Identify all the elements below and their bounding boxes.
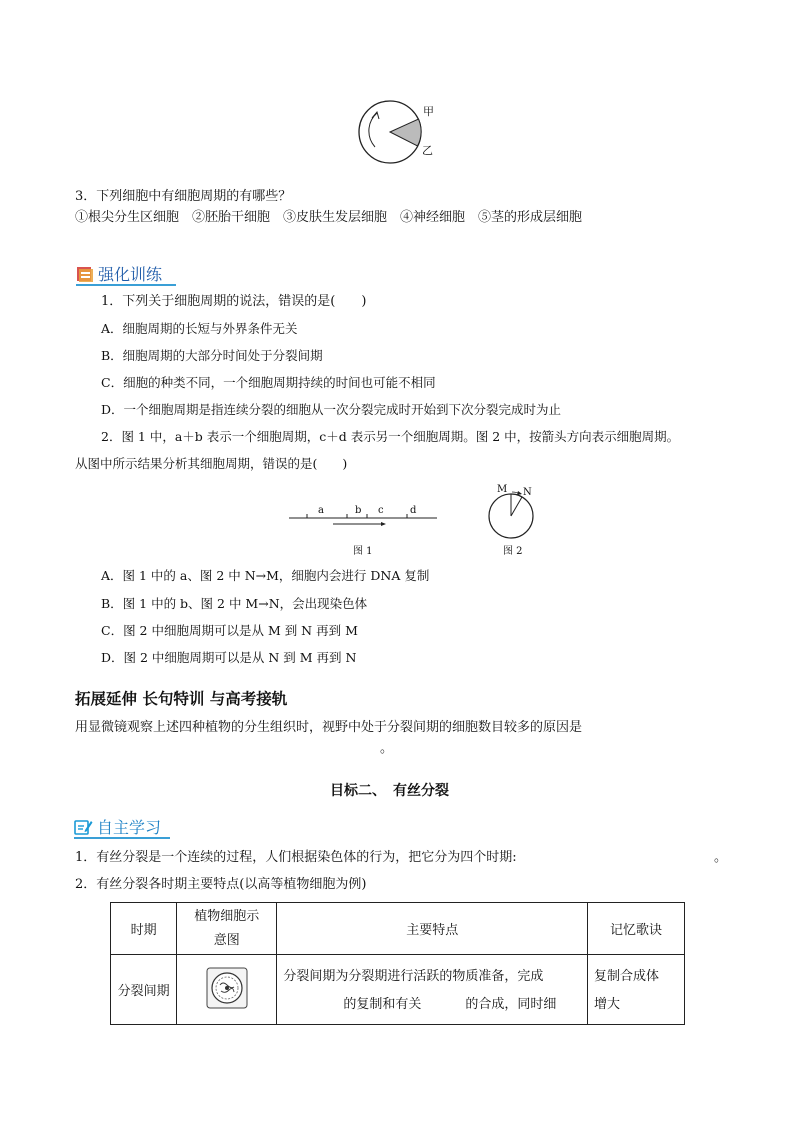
- row1-feature-line2b: 的合成，同时细: [465, 997, 557, 1012]
- label-yi: 乙: [422, 144, 433, 157]
- fig2-label-n: N: [523, 487, 532, 498]
- fig1-caption: 图 1: [353, 546, 373, 557]
- self-study-q2: 2．有丝分裂各时期主要特点(以高等植物细胞为例): [75, 877, 367, 892]
- training-q1-option-c: C．细胞的种类不同，一个细胞周期持续的时间也可能不相同: [101, 375, 436, 390]
- header-diagram: [177, 903, 277, 955]
- header-phase: 时期: [111, 903, 177, 955]
- training-banner-underline: [76, 284, 176, 286]
- training-banner: [76, 262, 162, 285]
- training-q1-option-b: B．细胞周期的大部分时间处于分裂间期: [101, 348, 323, 363]
- row1-mnemonic-line2: 增大: [594, 997, 621, 1012]
- fig1-label-a: a: [318, 505, 324, 516]
- header-features: 主要特点: [277, 903, 588, 955]
- training-q1-option-a: A．细胞周期的长短与外界条件无关: [101, 321, 298, 336]
- training-q2-option-d: D．图 2 中细胞周期可以是从 N 到 M 再到 N: [101, 650, 357, 665]
- table-header-row: [111, 903, 685, 955]
- mitosis-phase-table: [110, 902, 685, 1025]
- row1-mnemonic: [588, 955, 685, 1025]
- row1-mnemonic-line1: 复制合成体: [594, 969, 660, 984]
- training-q2-option-b: B．图 1 中的 b、图 2 中 M→N，会出现染色体: [101, 596, 368, 611]
- figure1-line-diagram: [285, 500, 445, 530]
- training-q1-stem: 1．下列关于细胞周期的说法，错误的是( ): [101, 294, 367, 309]
- self-study-q1: 1．有丝分裂是一个连续的过程，人们根据染色体的行为，把它分为四个时期:: [75, 850, 517, 865]
- goal2-title: 目标二、 有丝分裂: [330, 783, 449, 799]
- self-study-q1-end: 。: [714, 850, 728, 865]
- label-jia: 甲: [423, 105, 434, 118]
- training-q2-option-a: A．图 1 中的 a、图 2 中 N→M，细胞内会进行 DNA 复制: [101, 568, 430, 583]
- row1-phase: 分裂间期: [111, 955, 177, 1025]
- self-study-banner: [74, 815, 161, 838]
- table-row: [111, 955, 685, 1025]
- training-q2-stem-line1: 2．图 1 中，a＋b 表示一个细胞周期，c＋d 表示另一个细胞周期。图 2 中，按箭头方向表示细胞周期。: [101, 429, 680, 444]
- fig1-label-d: d: [410, 505, 417, 516]
- header-mnemonic: 记忆歌诀: [588, 903, 685, 955]
- training-banner-label: 强化训练: [98, 265, 163, 284]
- self-study-banner-underline: [74, 837, 170, 839]
- extension-end: 。: [380, 741, 394, 756]
- extension-text: 用显微镜观察上述四种植物的分生组织时，视野中处于分裂间期的细胞数目较多的原因是: [75, 720, 583, 735]
- header-diagram-line2: 意图: [213, 932, 240, 948]
- row1-diagram: [177, 955, 277, 1025]
- row1-features: [277, 955, 588, 1025]
- fig2-label-m: M: [497, 484, 508, 495]
- pencil-note-icon: [74, 818, 93, 836]
- book-icon: [76, 265, 94, 283]
- figure2-circle-diagram: [484, 484, 544, 544]
- training-q2-option-c: C．图 2 中细胞周期可以是从 M 到 N 再到 M: [101, 623, 358, 638]
- q3-options: ①根尖分生区细胞 ②胚胎干细胞 ③皮肤生发层细胞 ④神经细胞 ⑤茎的形成层细胞: [75, 210, 583, 225]
- self-study-banner-label: 自主学习: [97, 818, 162, 837]
- row1-feature-line1: 分裂间期为分裂期进行活跃的物质准备，完成: [283, 969, 544, 984]
- row1-feature-line2: [283, 991, 581, 1019]
- extension-title: 拓展延伸 长句特训 与高考接轨: [75, 689, 288, 708]
- training-q2-stem-line2: 从图中所示结果分析其细胞周期，错误的是( ): [75, 456, 348, 471]
- row1-feature-line2a: 的复制和有关: [343, 997, 422, 1012]
- training-q1-option-d: D．一个细胞周期是指连续分裂的细胞从一次分裂完成时开始到下次分裂完成时为止: [101, 402, 562, 417]
- fig1-label-b: b: [355, 505, 362, 516]
- fig2-caption: 图 2: [503, 546, 523, 557]
- q3-question: 3．下列细胞中有细胞周期的有哪些？: [75, 189, 292, 204]
- interphase-cell-icon: [206, 967, 248, 1009]
- header-diagram-line1: 植物细胞示: [194, 908, 260, 924]
- fig1-label-c: c: [378, 505, 384, 516]
